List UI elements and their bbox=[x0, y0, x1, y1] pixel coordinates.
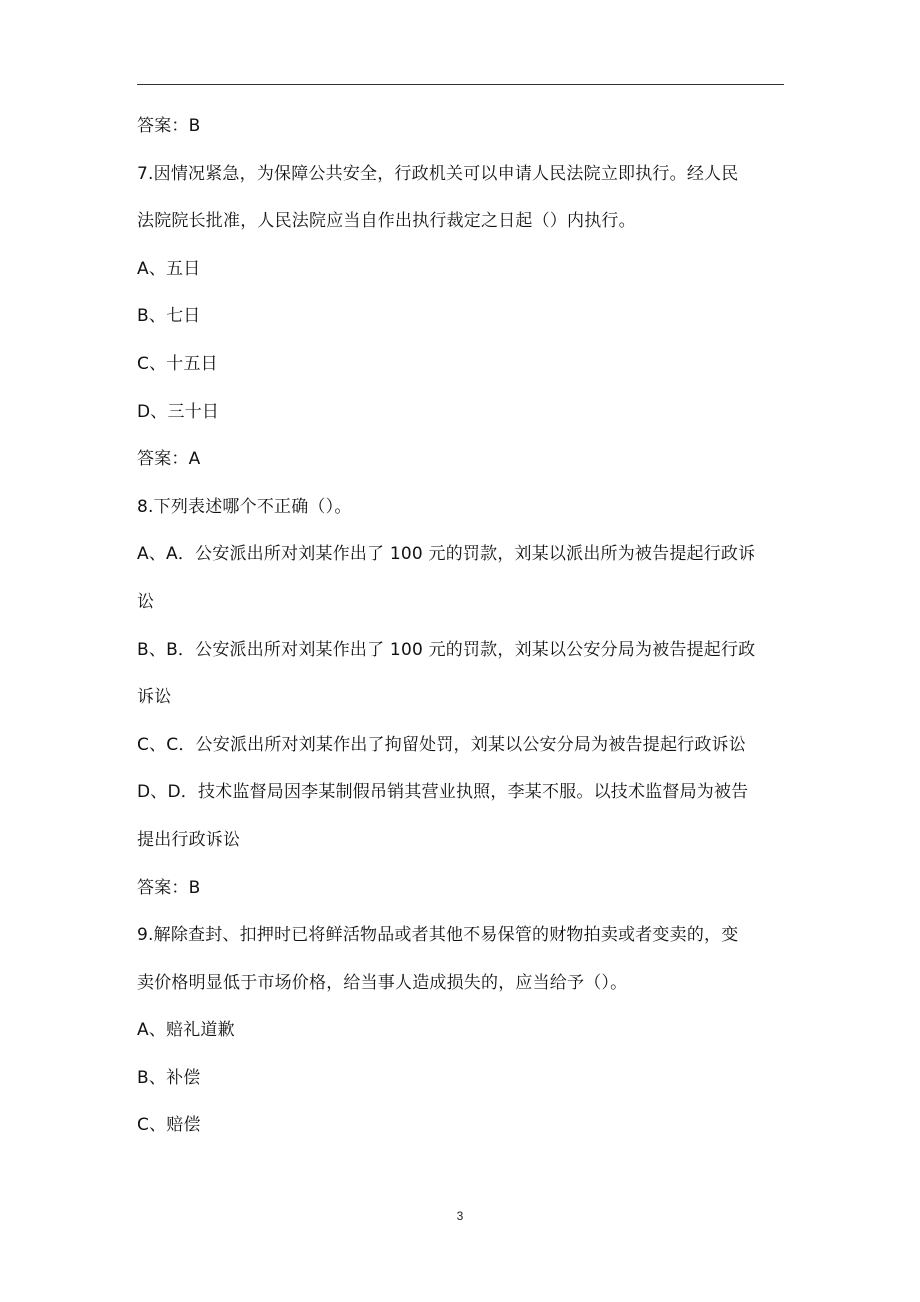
question-9-line-2: 卖价格明显低于市场价格，给当事人造成损失的，应当给予（）。 bbox=[137, 972, 628, 993]
question-8-option-d-line-1: D、D．技术监督局因李某制假吊销其营业执照，李某不服。以技术监督局为被告 bbox=[137, 782, 749, 803]
question-8-option-d-line-2: 提出行政诉讼 bbox=[137, 829, 241, 850]
answer-7: 答案：A bbox=[137, 449, 201, 470]
question-8-option-a-line-1: A、A．公安派出所对刘某作出了 100 元的罚款，刘某以派出所为被告提起行政诉 bbox=[137, 544, 756, 565]
question-9-line-1: 9.解除查封、扣押时已将鲜活物品或者其他不易保管的财物拍卖或者变卖的，变 bbox=[137, 925, 739, 946]
question-7-option-b: B、七日 bbox=[137, 306, 201, 327]
document-body bbox=[137, 114, 797, 1161]
question-9-option-a: A、赔礼道歉 bbox=[137, 1020, 235, 1041]
question-7-line-2: 法院院长批准，人民法院应当自作出执行裁定之日起（）内执行。 bbox=[137, 211, 636, 232]
question-8-option-a-line-2: 讼 bbox=[137, 591, 155, 612]
answer-6: 答案：B bbox=[137, 116, 201, 136]
question-7-option-c: C、十五日 bbox=[137, 353, 218, 374]
question-8: 8.下列表述哪个不正确（）。 bbox=[137, 496, 352, 517]
question-8-option-b-line-2: 诉讼 bbox=[137, 687, 172, 708]
answer-8: 答案：B bbox=[137, 877, 201, 898]
question-7-option-d: D、三十日 bbox=[137, 401, 220, 422]
question-9-option-b: B、补偿 bbox=[137, 1067, 201, 1088]
question-8-option-c: C、C．公安派出所对刘某作出了拘留处罚，刘某以公安分局为被告提起行政诉讼 bbox=[137, 734, 746, 755]
question-7-line-1: 7.因情况紧急，为保障公共安全，行政机关可以申请人民法院立即执行。经人民 bbox=[137, 163, 739, 184]
header-rule bbox=[137, 84, 784, 85]
question-8-option-b-line-1: B、B．公安派出所对刘某作出了 100 元的罚款，刘某以公安分局为被告提起行政 bbox=[137, 639, 756, 660]
page-number: 3 bbox=[456, 1209, 464, 1223]
question-7-option-a: A、五日 bbox=[137, 258, 201, 279]
question-9-option-c: C、赔偿 bbox=[137, 1115, 201, 1136]
